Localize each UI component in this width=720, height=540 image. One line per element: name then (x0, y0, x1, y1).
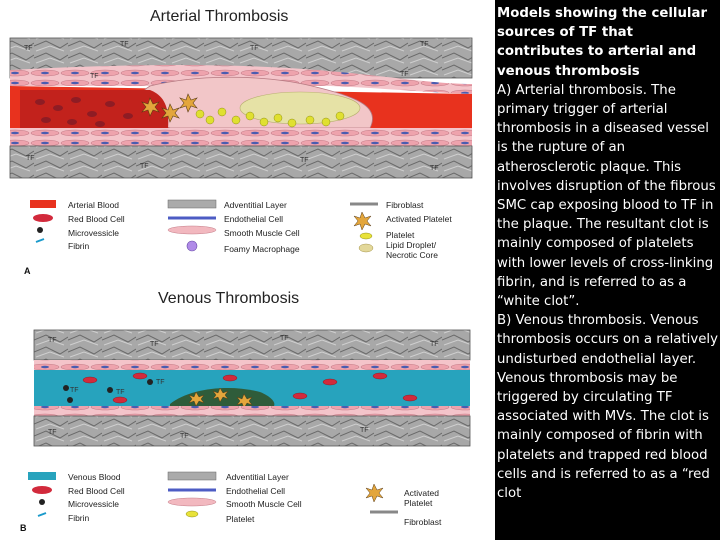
legend-necrotic-core: Necrotic Core (386, 250, 438, 260)
legend-activated-platelet-b-1: Activated (404, 488, 439, 498)
legend-venous-blood: Venous Blood (68, 472, 121, 482)
legend-red-blood-cell-b: Red Blood Cell (68, 486, 125, 496)
legend-endothelial-a: Endothelial Cell (224, 214, 284, 224)
svg-text:TF: TF (90, 73, 99, 80)
svg-text:TF: TF (116, 389, 125, 396)
legend-endothelial-b: Endothelial Cell (226, 486, 286, 496)
svg-text:TF: TF (360, 427, 369, 434)
svg-text:TF: TF (420, 41, 429, 48)
legend-fibroblast-b: Fibroblast (404, 517, 442, 527)
legend-platelet-a: Platelet (386, 230, 415, 240)
svg-text:TF: TF (24, 45, 33, 52)
svg-text:TF: TF (156, 379, 165, 386)
panel-letter-a: A (24, 266, 31, 276)
legend-fibrin-a: Fibrin (68, 241, 90, 251)
legend-adventitial-b: Adventitial Layer (226, 472, 289, 482)
legend-fibrin-b: Fibrin (68, 513, 90, 523)
svg-text:TF: TF (70, 387, 79, 394)
legend-activated-platelet-b-2: Platelet (404, 498, 433, 508)
svg-text:TF: TF (120, 41, 129, 48)
legend-smc-b: Smooth Muscle Cell (226, 499, 302, 509)
legend-red-blood-cell-a: Red Blood Cell (68, 214, 125, 224)
svg-text:TF: TF (48, 337, 57, 344)
svg-text:TF: TF (180, 433, 189, 440)
venous-vessel-illustration (0, 322, 495, 472)
legend-microvessicle-b: Microvessicle (68, 499, 120, 509)
caption-heading: Models showing the cellular sources of TF that contributes to arterial and venous thrombosis (497, 6, 708, 79)
caption-part-b: B) Venous thrombosis. Venous thrombosis occurs on a relatively undisturbed endothelial layer. Venous thrombosis may be triggered by circulating TF associated with MVs. The clot is mainly composed of fibrin with platelets and trapped red blood cells and is referred to as a “red clot (497, 313, 718, 502)
panel-letter-b: B (20, 523, 27, 533)
caption (497, 4, 720, 503)
legend-lipid-droplet: Lipid Droplet/ (386, 240, 437, 250)
svg-text:TF: TF (300, 157, 309, 164)
svg-text:TF: TF (26, 155, 35, 162)
arterial-title: Arterial Thrombosis (150, 8, 289, 25)
svg-text:TF: TF (140, 163, 149, 170)
legend-fibroblast-a: Fibroblast (386, 200, 424, 210)
venous-title: Venous Thrombosis (158, 290, 300, 307)
legend-arterial-blood: Arterial Blood (68, 200, 120, 210)
legend-foamy-macrophage: Foamy Macrophage (224, 244, 300, 254)
svg-text:TF: TF (48, 429, 57, 436)
svg-text:TF: TF (430, 165, 439, 172)
svg-text:TF: TF (250, 45, 259, 52)
svg-text:TF: TF (280, 335, 289, 342)
legend-smc-a: Smooth Muscle Cell (224, 228, 300, 238)
legend-activated-platelet-a: Activated Platelet (386, 214, 452, 224)
svg-text:TF: TF (430, 341, 439, 348)
legend-platelet-b: Platelet (226, 514, 255, 524)
svg-text:TF: TF (400, 71, 409, 78)
caption-part-a: A) Arterial thrombosis. The primary trigger of arterial thrombosis in a diseased vessel is the rupture of an atherosclerotic plaque. This involves disruption of the fibrous SMC cap exposing blood to TF in the plaque. The resultant clot is mainly composed of platelets with lower levels of cross-linking fibrin, and is referred to as a “white clot”. (497, 82, 716, 310)
legend-microvessicle-a: Microvessicle (68, 228, 120, 238)
legend-adventitial-a: Adventitial Layer (224, 200, 287, 210)
svg-text:TF: TF (150, 341, 159, 348)
